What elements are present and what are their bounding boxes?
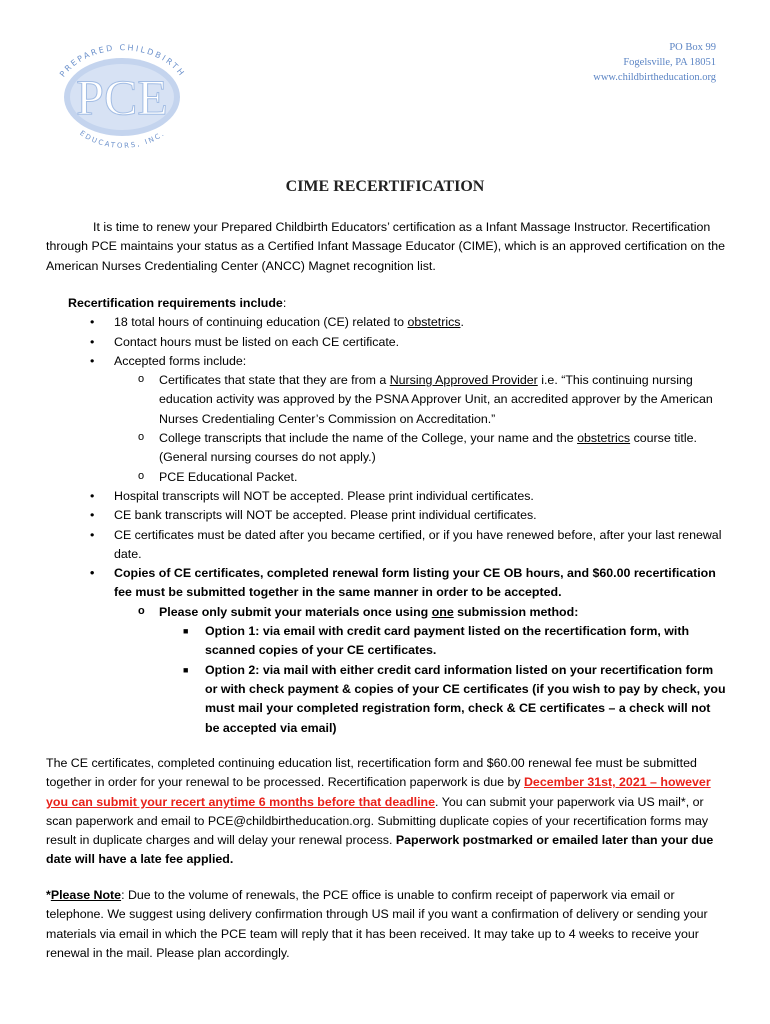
requirements-heading: Recertification requirements include [68, 296, 283, 310]
sub-list-item: o College transcripts that include the name of the College, your name and the obstetrics course title. (General nursing courses do not apply.) [138, 431, 697, 465]
option-item: ■ Option 1: via email with credit card payment listed on the recertification form, with scanned copies of your CE certificates. [183, 624, 690, 658]
list-item: • 18 total hours of continuing education (CE) related to obstetrics. [90, 315, 464, 330]
logo-initials: PCE [76, 69, 168, 125]
requirements-section: Recertification requirements include: • 18 total hours of continuing education (CE) related to obstetrics. • Contact hours must be listed on each CE certificate. • Accepted forms include: o Certificates that state that they are from a Nursing Approved Provider i.e. “This continuing nursing education activity was approved by the PSNA Approver Unit, an accredited approver by the American Nurses Credentialing Center’s Commission on Accreditation.” o College transcripts that include the name of the College, your name and the obstetrics course title. (General nursing courses do not apply.) o PCE Educational Packet. • Hospital transcripts will NOT be accepted. Please print individual certificates. • CE bank transcripts will NOT be accepted. Please print individual certificates. • CE certificates must be dated after you became certified, or if you have renewed before, after your last renewal date. • Copies of CE certificates, completed renewal form listing your CE OB hours, and $60.00 recertification fee must be submitted together in the same manner in order to be accepted. o Please only submit your materials once using one submission method: ■ Option 1: via email with credit card payment listed on the recertification form, with scanned copies of your CE certificates. ■ Option 2: via mail with either credit card information listed on your recertification form or with check payment & copies of your CE certificates (if you wish to pay by check, you must mail your completed registration form, check & CE certificates – a check will not be accepted via email) [46, 294, 726, 738]
sub-list-item: o Certificates that state that they are from a Nursing Approved Provider i.e. “This continuing nursing education activity was approved by the PSNA Approver Unit, an accredited approver by the American Nurses Credentialing Center’s Commission on Accreditation.” [138, 373, 713, 426]
address-po-box: PO Box 99 [669, 42, 716, 53]
pce-logo [45, 38, 200, 156]
list-item: • Accepted forms include: [90, 353, 247, 368]
intro-paragraph: It is time to renew your Prepared Childbirth Educators’ certification as a Infant Massage Instructor. Recertification through PCE maintains your status as a Certified Infant Massage Educator (CIME), which is an approved certification on the American Nurses Credentialing Center (ANCC) Magnet recognition list. [46, 220, 726, 273]
address-city: Fogelsville, PA 18051 [623, 57, 716, 68]
deadline-text: December 31st, 2021 – however you can submit your recert anytime 6 months before that deadline [46, 775, 711, 809]
submission-paragraph: The CE certificates, completed continuing education list, recertification form and $60.00 renewal fee must be submitted together in order for your renewal to be processed. Recertification paperwork is due by December 31st, 2021 – however you can submit your recert anytime 6 months before that deadline. You can submit your paperwork via US mail*, or scan paperwork and email to PCE@childbirtheducation.org. Submitting duplicate copies of your recertification forms may result in duplicate charges and will delay your renewal process. Paperwork postmarked or emailed later than your due date will have a late fee applied. [46, 756, 714, 867]
list-item: • CE certificates must be dated after you became certified, or if you have renewed before, after your last renewal date. [90, 527, 722, 561]
sub-list-item: o Please only submit your materials once using one submission method: [138, 604, 579, 619]
note-paragraph: *Please Note: Due to the volume of renewals, the PCE office is unable to confirm receipt of paperwork via email or telephone. We suggest using delivery confirmation through US mail if you want a confirmation of delivery or sending your materials via email in which the PCE team will reply that it has been received. It may take up to 4 weeks to receive your renewal in the mail. Please plan accordingly. [46, 888, 708, 960]
option-item: ■ Option 2: via mail with either credit card information listed on your recertification form or with check payment & copies of your CE certificates (if you wish to pay by check, you must mail your completed registration form, check & CE certificates – a check will not be accepted via email) [183, 662, 726, 735]
logo-arc-bottom: EDUCATORS, INC. [78, 129, 167, 150]
list-item: • Contact hours must be listed on each CE certificate. [90, 334, 400, 349]
list-item: • Hospital transcripts will NOT be accepted. Please print individual certificates. [90, 488, 534, 503]
note-label: Please Note [50, 888, 122, 902]
address-block [593, 40, 716, 85]
logo-arc-top: PREPARED CHILDBIRTH [57, 43, 188, 79]
late-fee-text: Paperwork postmarked or emailed later than your due date will have a late fee applied. [46, 833, 714, 867]
list-item: • CE bank transcripts will NOT be accepted. Please print individual certificates. [90, 508, 537, 523]
requirements-list [46, 313, 726, 738]
sub-list-item: o PCE Educational Packet. [138, 469, 298, 484]
page-title: CIME RECERTIFICATION [285, 178, 485, 195]
address-website: www.childbirtheducation.org [593, 72, 716, 83]
list-item: • Copies of CE certificates, completed renewal form listing your CE OB hours, and $60.00 recertification fee must be submitted together in the same manner in order to be accepted. [90, 566, 716, 600]
